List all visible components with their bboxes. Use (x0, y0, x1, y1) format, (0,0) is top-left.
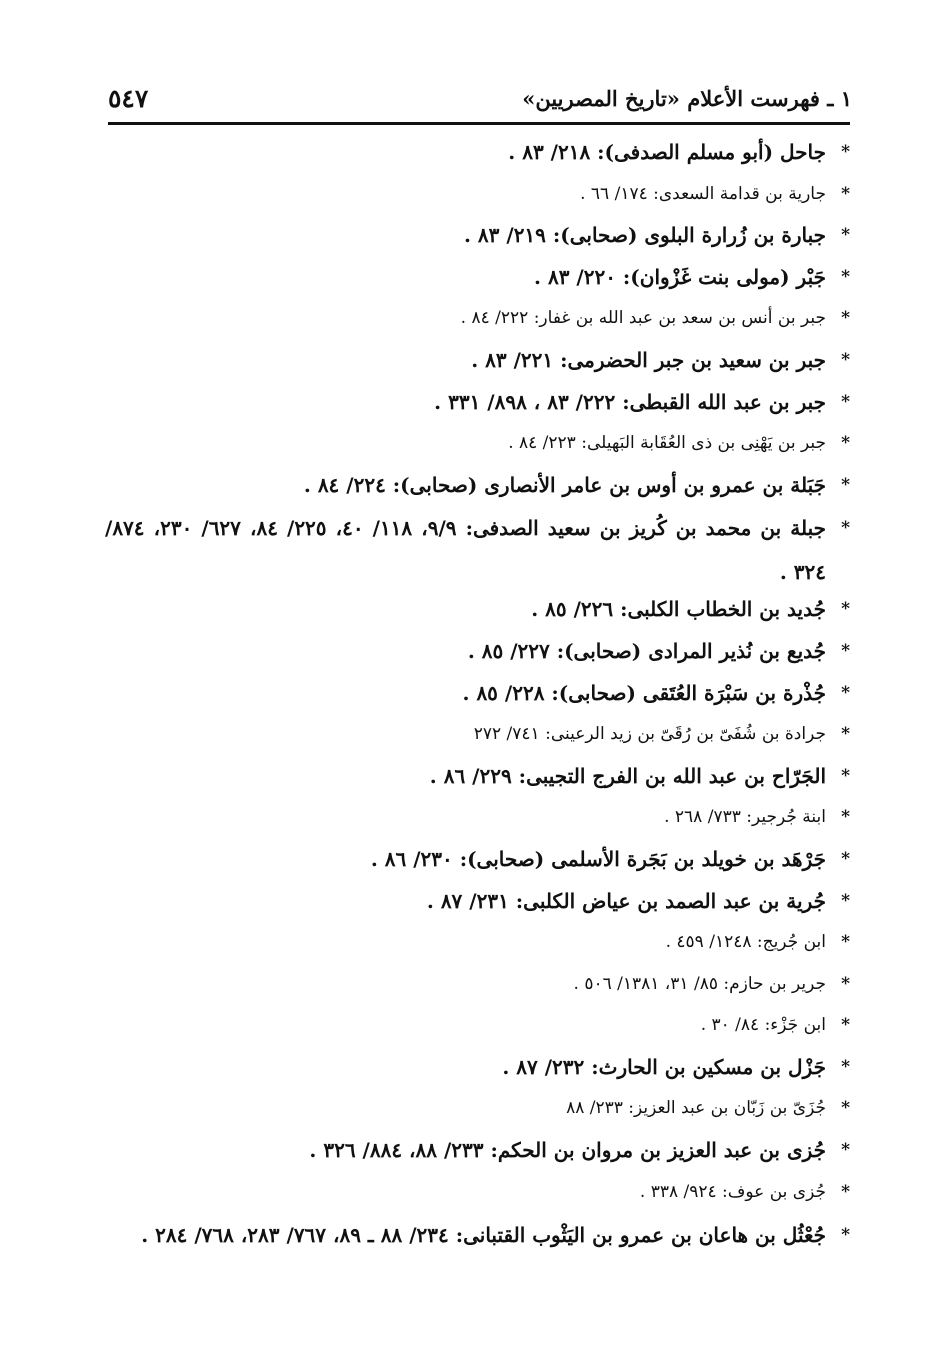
index-entry (105, 673, 850, 715)
entry-bullet: * (841, 932, 850, 953)
index-entry (105, 465, 850, 507)
entry-bullet: * (841, 1225, 850, 1246)
entry-text: جَبْر (مولى بنت غَزْوان): ٢٢٠/ ٨٣ . (534, 264, 826, 289)
entry-bullet: * (841, 183, 850, 204)
index-entry (105, 589, 850, 631)
entry-bullet: * (841, 308, 850, 329)
index-entry (105, 1172, 850, 1214)
entry-bullet: * (841, 225, 850, 246)
entry-text: جبر بن سعيد بن جبر الحضرمى: ٢٢١/ ٨٣ . (471, 347, 826, 372)
entry-bullet: * (841, 1098, 850, 1119)
entry-text: ابن جُريج: ١٢٤٨/ ٤٥٩ . (665, 932, 826, 953)
entry-bullet: * (841, 1140, 850, 1161)
entry-bullet: * (841, 266, 850, 287)
entry-bullet: * (841, 599, 850, 620)
entry-bullet: * (841, 349, 850, 370)
index-entry (105, 174, 850, 216)
entry-text: جاحل (أبو مسلم الصدفى): ٢١٨/ ٨٣ . (508, 140, 826, 164)
entry-text: جَبَلة بن عمرو بن أوس بن عامر الأنصارى (صحابى): ٢٢٤/ ٨٤ . (303, 472, 826, 497)
entry-text: ابن جَزْء: ٨٤/ ٣٠ . (700, 1015, 826, 1036)
entry-text: جُعْثُل بن هاعان بن عمرو بن اليَثْوب القتبانى: ٢٣٤/ ٨٨ ـ ٨٩، ٧٦٧/ ٢٨٣، ٧٦٨/ ٢٨٤ . (141, 1223, 826, 1248)
entry-text: جارية بن قدامة السعدى: ١٧٤/ ٦٦ . (580, 183, 826, 204)
index-entry (105, 1047, 850, 1089)
index-entry (105, 1088, 850, 1130)
entry-bullet: * (841, 142, 850, 162)
page-number: ٥٤٧ (108, 84, 149, 113)
entry-text: جُزى بن عوف: ٩٢٤/ ٣٣٨ . (639, 1181, 826, 1202)
entry-bullet: * (841, 848, 850, 869)
entry-text: الجَرّاح بن عبد الله بن الفرج التجيبى: ٢٢٩/ ٨٦ . (429, 763, 826, 788)
entry-text: جَرْهَد بن خويلد بن بَجَرة الأسلمى (صحابى): ٢٣٠/ ٨٦ . (370, 846, 826, 871)
entry-bullet: * (841, 640, 850, 661)
page-header (108, 86, 852, 120)
index-entry (105, 298, 850, 340)
index-entry (105, 215, 850, 257)
index-entry (105, 382, 850, 424)
index-entry (105, 839, 850, 881)
entry-bullet: * (841, 682, 850, 703)
entry-text: جبارة بن زُرارة البلوى (صحابى): ٢١٩/ ٨٣ . (463, 223, 826, 248)
entry-bullet: * (841, 724, 850, 745)
index-entry (105, 714, 850, 756)
running-title: ١ ـ فهرست الأعلام «تاريخ المصريين» (522, 86, 852, 111)
entry-bullet: * (841, 518, 850, 539)
index-entry (105, 756, 850, 798)
index-entry (105, 881, 850, 923)
entry-bullet: * (841, 474, 850, 495)
index-entry (105, 340, 850, 382)
header-rule (108, 122, 850, 125)
index-entries-list (105, 132, 850, 1296)
entry-bullet: * (841, 973, 850, 994)
entry-text: جبر بن يَهْنِى بن ذى العُقَابة البَهيلى: ٢٢٣/ ٨٤ . (508, 433, 826, 454)
entry-bullet: * (841, 433, 850, 454)
index-entry (105, 1005, 850, 1047)
entry-text: جبر بن عبد الله القبطى: ٢٢٢/ ٨٣ ، ٨٩٨/ ٣٣١ . (434, 389, 826, 414)
entry-text: جُذْرة بن سَبْرَة العُتَقى (صحابى): ٢٢٨/ ٨٥ . (462, 680, 826, 705)
index-entry (105, 132, 850, 174)
index-entry (105, 922, 850, 964)
entry-text: جبلة بن محمد بن كُريز بن سعيد الصدفى: ٩/٩، ١١٨/ ٤٠، ٢٢٥/ ٨٤، ٦٢٧/ ٢٣٠، ٨٧٤/ ٣٢٤ . (105, 516, 827, 585)
entry-text: جُديع بن نُذير المرادى (صحابى): ٢٢٧/ ٨٥ . (467, 638, 826, 663)
entry-text: جُرية بن عبد الصمد بن عياض الكلبى: ٢٣١/ ٨٧ . (426, 888, 826, 913)
index-entry (105, 1130, 850, 1172)
entry-bullet: * (841, 391, 850, 412)
entry-bullet: * (841, 1015, 850, 1036)
entry-text: جُديد بن الخطاب الكلبى: ٢٢٦/ ٨٥ . (531, 597, 826, 622)
entry-bullet: * (841, 890, 850, 911)
entry-text: جُزى بن عبد العزيز بن مروان بن الحكم: ٢٣٣/ ٨٨، ٨٨٤/ ٣٢٦ . (309, 1138, 826, 1163)
index-entry (105, 631, 850, 673)
entry-text: ابنة جُرجير: ٧٣٣/ ٢٦٨ . (664, 807, 826, 828)
index-entry (105, 423, 850, 465)
index-entry (105, 506, 850, 589)
entry-text: جُزَىّ بن زَبّان بن عبد العزيز: ٢٣٣/ ٨٨ (566, 1098, 826, 1119)
index-entry (105, 257, 850, 299)
entry-text: جرير بن حازم: ٨٥/ ٣١، ١٣٨١/ ٥٠٦ . (573, 973, 826, 994)
entry-text: جبر بن أنس بن سعد بن عبد الله بن غفار: ٢٢٢/ ٨٤ . (460, 308, 826, 329)
entry-bullet: * (841, 807, 850, 828)
index-entry (105, 797, 850, 839)
entry-bullet: * (841, 1056, 850, 1077)
index-entry (105, 1213, 850, 1296)
entry-text: جَزْل بن مسكين بن الحارث: ٢٣٢/ ٨٧ . (502, 1054, 826, 1079)
index-entry (105, 964, 850, 1006)
entry-bullet: * (841, 765, 850, 786)
entry-bullet: * (841, 1181, 850, 1202)
entry-text: جرادة بن شُفَىّ بن رُقَىّ بن زيد الرعينى: ٧٤١/ ٢٧٢ (473, 724, 826, 745)
